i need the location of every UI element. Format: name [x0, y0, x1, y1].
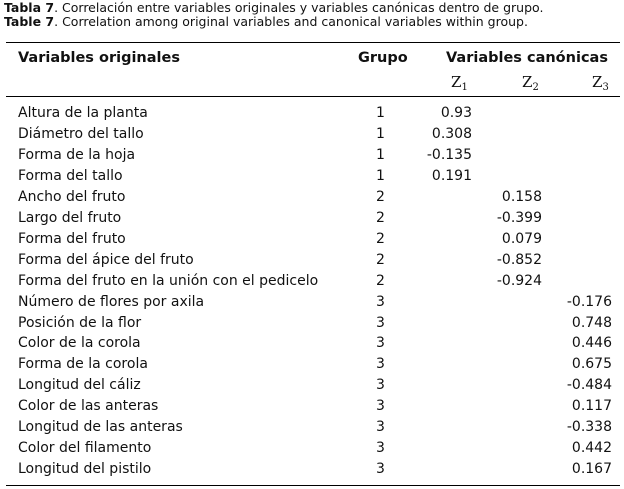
cell-z3: 0.446: [571, 335, 612, 352]
header-variables: Variables originales: [18, 50, 180, 66]
cell-variable: Color del filamento: [18, 440, 152, 457]
cell-group: 3: [376, 440, 385, 457]
cell-variable: Forma del ápice del fruto: [18, 251, 194, 268]
cell-z1: 0.191: [431, 167, 472, 184]
cell-variable: Forma del fruto: [18, 230, 126, 247]
table-row: [0, 250, 624, 271]
table-caption-spanish: [4, 1, 543, 14]
cell-variable: Forma de la hoja: [18, 146, 136, 163]
caption-text: . Correlation among original variables and canonical variables within group.: [54, 14, 528, 29]
table-row: [0, 271, 624, 292]
cell-z2: -0.852: [496, 251, 542, 268]
table-row: [0, 396, 624, 417]
cell-z3: -0.338: [566, 419, 612, 436]
cell-group: 2: [376, 272, 385, 289]
cell-variable: Posición de la flor: [18, 314, 142, 331]
cell-variable: Diámetro del tallo: [18, 125, 144, 142]
table-top-rule: [6, 42, 620, 43]
cell-variable: Color de las anteras: [18, 398, 159, 415]
cell-group: 1: [376, 125, 385, 142]
cell-z3: 0.117: [571, 398, 612, 415]
table-row: [0, 124, 624, 145]
cell-z3: 0.748: [571, 314, 612, 331]
table-row: [0, 187, 624, 208]
cell-z3: 0.675: [571, 356, 612, 373]
cell-variable: Color de la corola: [18, 335, 141, 352]
cell-z3: -0.484: [566, 377, 612, 394]
cell-group: 3: [376, 377, 385, 394]
table-row: [0, 438, 624, 459]
caption-label: Table 7: [4, 14, 55, 29]
header-z3: $Z_3$: [592, 73, 609, 93]
cell-z1: 0.93: [440, 105, 472, 121]
table-row: [0, 417, 624, 438]
cell-variable: Longitud de las anteras: [18, 419, 183, 436]
cell-group: 3: [376, 293, 385, 310]
header-z1: $Z_1$: [451, 73, 468, 93]
cell-group: 2: [376, 251, 385, 268]
cell-z2: 0.158: [501, 188, 542, 205]
caption-label: Tabla 7: [4, 0, 55, 15]
cell-z1: -0.135: [426, 146, 472, 163]
cell-group: 1: [376, 105, 385, 121]
table-row: [0, 103, 624, 124]
caption-text: . Correlación entre variables originales y variables canónicas dentro de grupo.: [54, 0, 544, 15]
cell-z2: -0.399: [496, 209, 542, 226]
table-caption-english: [4, 15, 528, 28]
cell-variable: Forma del fruto en la unión con el pedicelo: [18, 272, 319, 289]
cell-z3: 0.442: [571, 440, 612, 457]
cell-z3: 0.167: [571, 461, 612, 478]
cell-group: 3: [376, 419, 385, 436]
cell-group: 3: [376, 461, 385, 478]
cell-group: 3: [376, 335, 385, 352]
table-row: [0, 292, 624, 313]
table-row: [0, 208, 624, 229]
table-row: [0, 459, 624, 480]
cell-group: 1: [376, 146, 385, 163]
cell-group: 3: [376, 398, 385, 415]
cell-variable: Forma del tallo: [18, 167, 123, 184]
cell-variable: Largo del fruto: [18, 209, 122, 226]
cell-group: 1: [376, 167, 385, 184]
cell-group: 3: [376, 314, 385, 331]
table-row: [0, 375, 624, 396]
table-row: [0, 145, 624, 166]
table-header-rule: [6, 96, 620, 97]
cell-group: 3: [376, 356, 385, 373]
table-row: [0, 313, 624, 334]
table-bottom-rule: [6, 485, 620, 486]
table-row: [0, 333, 624, 354]
table-row: [0, 229, 624, 250]
cell-variable: Ancho del fruto: [18, 188, 126, 205]
cell-z1: 0.308: [431, 125, 472, 142]
header-group: Grupo: [358, 50, 408, 66]
table-row: [0, 166, 624, 187]
header-z2: $Z_2$: [522, 73, 539, 93]
cell-variable: Longitud del pistilo: [18, 461, 152, 478]
cell-variable: Altura de la planta: [18, 105, 148, 121]
cell-z2: -0.924: [496, 272, 542, 289]
cell-group: 2: [376, 209, 385, 226]
cell-variable: Número de flores por axila: [18, 293, 205, 310]
table-row: [0, 354, 624, 375]
cell-variable: Longitud del cáliz: [18, 377, 141, 394]
cell-variable: Forma de la corola: [18, 356, 148, 373]
cell-group: 2: [376, 230, 385, 247]
cell-z3: -0.176: [566, 293, 612, 310]
header-canonical: Variables canónicas: [446, 50, 608, 66]
cell-group: 2: [376, 188, 385, 205]
cell-z2: 0.079: [501, 230, 542, 247]
